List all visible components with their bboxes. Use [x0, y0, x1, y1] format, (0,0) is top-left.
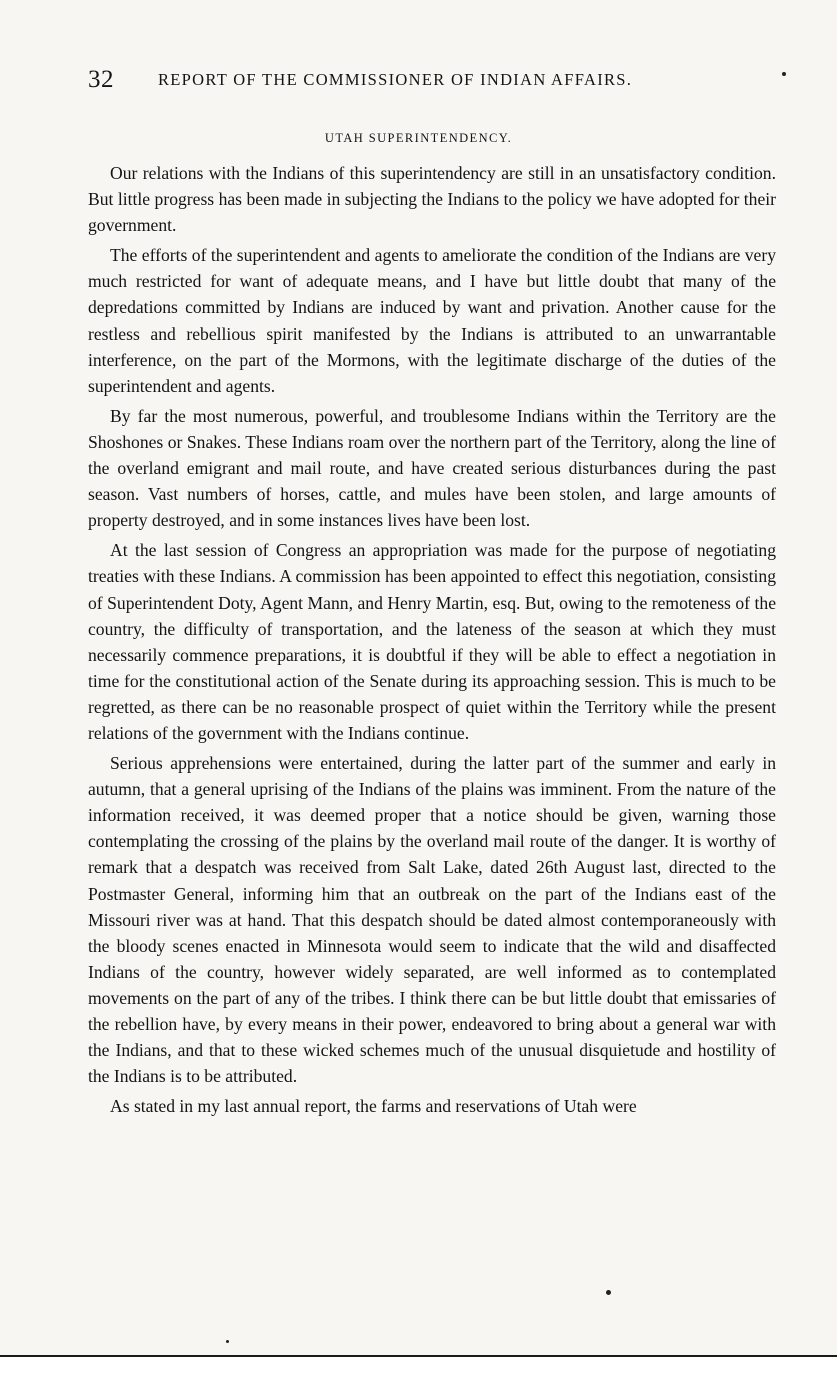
paragraph-1: Our relations with the Indians of this superintendency are still in an unsatisfactory condition. But little progress has been made in subjecting the Indians to the policy we have adopted for their government. — [88, 163, 776, 236]
paragraph-2: The efforts of the superintendent and agents to ameliorate the condition of the Indians are very much restricted for want of adequate means, and I have but little doubt that many of the depredations committed by Indians are induced by want and privation. Another cause for the restless and rebellious spirit manifested by the Indians is attributed to an unwarrantable interference, on the part of the Mormons, with the legitimate discharge of the duties of the superintendent and agents. — [88, 245, 776, 396]
ink-speck — [782, 72, 786, 76]
page-header — [88, 66, 748, 96]
paragraph-3: By far the most numerous, powerful, and troublesome Indians within the Territory are the Shoshones or Snakes. These Indians roam over the northern part of the Territory, along the line of the overland emigrant and mail route, and have created serious disturbances during the past season. Vast numbers of horses, cattle, and mules have been stolen, and large amounts of property destroyed, and in some instances lives have been lost. — [88, 405, 776, 531]
running-head: REPORT OF THE COMMISSIONER OF INDIAN AFFAIRS. — [158, 70, 633, 89]
ink-speck — [606, 1290, 611, 1295]
page-number: 32 — [88, 66, 114, 93]
ink-speck — [226, 1340, 229, 1343]
paragraph-4: At the last session of Congress an appropriation was made for the purpose of negotiating treaties with these Indians. A commission has been appointed to effect this negotiation, consisting of Superintendent Doty, Agent Mann, and Henry Martin, esq. But, owing to the remoteness of the country, the difficulty of transportation, and the lateness of the season at which they must necessarily commence preparations, it is doubtful if they will be able to effect a negotiation in time for the constitutional action of the Senate during its approaching session. This is much to be regretted, as there can be no reasonable prospect of quiet within the Territory while the present relations of the government with the Indians continue. — [88, 540, 776, 743]
scan-bottom-edge — [0, 1355, 837, 1382]
section-title: UTAH SUPERINTENDENCY. — [324, 131, 513, 145]
paragraph-5: Serious apprehensions were entertained, during the latter part of the summer and early in autumn, that a general uprising of the Indians of the plains was imminent. From the nature of the information received, it was deemed proper that a notice should be given, warning those contemplating the crossing of the plains by the overland mail route of the danger. It is worthy of remark that a despatch was received from Salt Lake, dated 26th August last, directed to the Postmaster General, informing him that an outbreak on the part of the Indians east of the Missouri river was at hand. That this despatch should be dated almost contemporaneously with the bloody scenes enacted in Minnesota would seem to indicate that the wild and disaffected Indians of the country, however widely separated, are well informed as to contemplated movements on the part of any of the tribes. I think there can be but little doubt that emissaries of the rebellion have, by every means in their power, endeavored to bring about a general war with the Indians, and that to these wicked schemes much of the unusual disquietude and hostility of the Indians is to be attributed. — [88, 753, 776, 1087]
paragraph-6: As stated in my last annual report, the farms and reservations of Utah were — [110, 1096, 637, 1117]
body-text — [88, 160, 776, 1119]
